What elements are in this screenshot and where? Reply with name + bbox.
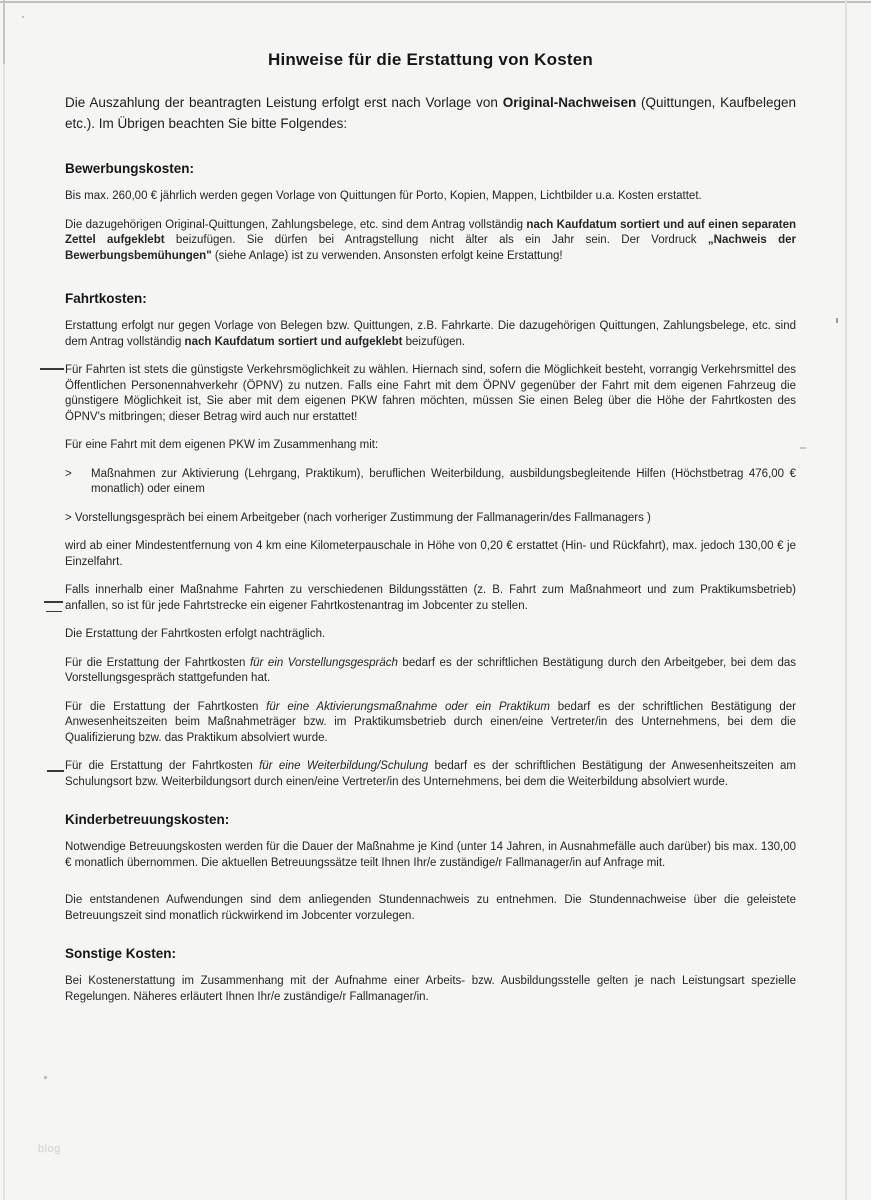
margin-dash-mark <box>44 601 63 603</box>
margin-dash-mark <box>47 770 64 772</box>
intro-paragraph: Die Auszahlung der beantragten Leistung erfolgt erst nach Vorlage von Original-Nachweisen (Quittungen, Kaufbelegen etc.). Im Übrigen beachten Sie bitte Folgendes: <box>65 95 796 131</box>
bullet-text: Maßnahmen zur Aktivierung (Lehrgang, Praktikum), beruflichen Weiterbildung, ausbildungsbegleitende Hilfen (Höchstbetrag 476,00 € monatlich) oder einem <box>91 467 796 495</box>
margin-dash-mark <box>40 368 64 370</box>
scan-speck <box>800 447 806 449</box>
paragraph: Bei Kostenerstattung im Zusammenhang mit der Aufnahme einer Arbeits- bzw. Ausbildungsstelle gelten je nach Leistungsart spezielle Regelungen. Näheres erläutert Ihnen Ihr/e zuständige/r Fallmanager/in. <box>65 975 796 1003</box>
scan-edge-left <box>3 0 5 1200</box>
paragraph: Falls innerhalb einer Maßnahme Fahrten zu verschiedenen Bildungsstätten (z. B. Fahrt zum Maßnahmeort und zum Praktikumsbetrieb) anfallen, so ist für jede Fahrtstrecke ein eigener Fahrtkostenantrag im Jobcenter zu stellen. <box>65 584 796 612</box>
scan-speck <box>836 318 838 323</box>
scan-edge-top <box>0 1 871 3</box>
paragraph: Bis max. 260,00 € jährlich werden gegen Vorlage von Quittungen für Porto, Kopien, Mappen, Lichtbilder u.a. Kosten erstattet. <box>65 190 702 202</box>
paragraph: Die Erstattung der Fahrtkosten erfolgt nachträglich. <box>65 628 326 640</box>
paragraph: wird ab einer Mindestentfernung von 4 km eine Kilometerpauschale in Höhe von 0,20 € erstattet (Hin- und Rückfahrt), max. jedoch 130,00 € je Einzelfahrt. <box>65 540 796 568</box>
paragraph: Erstattung erfolgt nur gegen Vorlage von Belegen bzw. Quittungen, z.B. Fahrkarte. Die dazugehörigen Quittungen, Zahlungsbelege, etc. sind dem Antrag vollständig nach Kaufdatum sortiert und aufgeklebt beizufügen. <box>65 320 796 348</box>
page-title: Hinweise für die Erstattung von Kosten <box>268 50 593 69</box>
scan-edge-left-dark <box>3 0 5 64</box>
paragraph: Für die Erstattung der Fahrtkosten für eine Weiterbildung/Schulung bedarf es der schriftlichen Bestätigung der Anwesenheitszeiten am Schulungsort bzw. Weiterbildungsort durch einen/eine Vertreter/in des Unternehmens, bei dem die Weiterbildung absolviert wurde. <box>65 760 796 788</box>
watermark-text: blog <box>37 1142 61 1156</box>
paragraph: Für die Erstattung der Fahrtkosten für eine Aktivierungsmaßnahme oder ein Praktikum bedarf es der schriftlichen Bestätigung der Anwesenheitszeiten beim Maßnahmeträger bzw. im Praktikumsbetrieb durch einen/eine Vertreter/in des Unternehmens, bei dem die Qualifizierung bzw. das Praktikum absolviert wurde. <box>65 700 797 744</box>
paragraph: Für die Erstattung der Fahrtkosten für ein Vorstellungsgespräch bedarf es der schriftlichen Bestätigung durch den Arbeitgeber, bei dem das Vorstellungsgespräch stattgefunden hat. <box>65 656 796 684</box>
scan-speck <box>22 16 24 18</box>
paragraph: Notwendige Betreuungskosten werden für die Dauer der Maßnahme je Kind (unter 14 Jahren, in Ausnahmefälle auch darüber) bis max. 130,00 € monatlich übernommen. Die aktuellen Betreuungssätze teilt Ihnen Ihr/e zuständige/r Fallmanager/in auf Anfrage mit. <box>65 841 796 869</box>
section-heading-kinderbetreuungskosten: Kinderbetreuungskosten: <box>65 812 230 827</box>
bullet-item: > Vorstellungsgespräch bei einem Arbeitgeber (nach vorheriger Zustimmung der Fallmanagerin/des Fallmanagers ) <box>65 511 651 524</box>
section-heading-sonstige-kosten: Sonstige Kosten: <box>65 946 177 961</box>
paragraph: Die entstandenen Aufwendungen sind dem anliegenden Stundennachweis zu entnehmen. Die Stundennachweise über die geleistete Betreuungszeit sind monatlich rückwirkend im Jobcenter vorzulegen. <box>65 894 796 922</box>
paragraph: Die dazugehörigen Original-Quittungen, Zahlungsbelege, etc. sind dem Antrag vollständig nach Kaufdatum sortiert und auf einen separaten Zettel aufgeklebt beizufügen. Sie dürfen bei Antragstellung nicht älter als ein Jahr sein. Der Vordruck „Nachweis der Bewerbungsbemühungen" (siehe Anlage) ist zu verwenden. Ansonsten erfolgt keine Erstattung! <box>65 218 796 262</box>
bullet-marker: > <box>65 467 72 480</box>
paragraph: Für Fahrten ist stets die günstigste Verkehrsmöglichkeit zu wählen. Hiernach sind, sofern die Möglichkeit besteht, vorrangig Verkehrsmittel des Öffentlichen Personennahverkehr (ÖPNV) zu nutzen. Falls eine Fahrt mit dem ÖPNV gegenüber der Fahrt mit dem eigenen Fahrzeug die günstigere Möglichkeit ist, Sie aber mit dem eigenen PKW fahren möchten, müssen Sie einen Beleg über die Höhe der Fahrtkosten des ÖPNV's mitbringen; dieser Betrag wird auch nur erstattet! <box>65 364 796 423</box>
scan-speck <box>44 1076 47 1079</box>
document-content <box>65 50 796 1005</box>
section-heading-fahrtkosten: Fahrtkosten: <box>65 291 147 306</box>
paragraph: Für eine Fahrt mit dem eigenen PKW im Zusammenhang mit: <box>65 439 379 451</box>
scan-edge-right <box>845 0 847 1200</box>
bullet-item <box>65 467 796 498</box>
margin-dash-mark <box>46 611 62 612</box>
section-heading-bewerbungskosten: Bewerbungskosten: <box>65 161 195 176</box>
